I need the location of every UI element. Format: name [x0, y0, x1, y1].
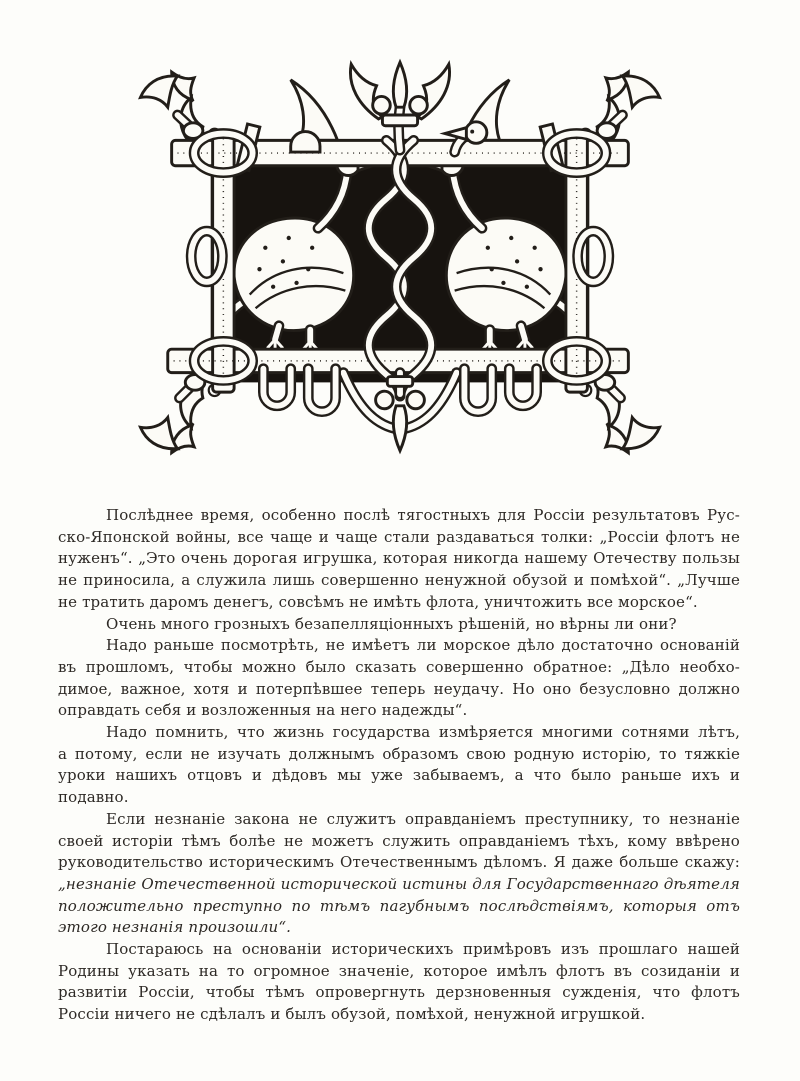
text-line: этого незнанія произошли“. — [58, 918, 292, 937]
text-line: а потому, если не изучать должнымъ образомъ свою родную исторію, то тяжкіе — [58, 744, 740, 763]
text-line: Надо помнить, что жизнь государства измѣряется многими сотнями лѣтъ, — [106, 723, 740, 742]
text-line: Родины указать на то огромное значеніе, которое имѣлъ флотъ въ созиданіи и — [58, 961, 740, 980]
text-line: оправдать себя и возложенныя на него надежды“. — [58, 701, 468, 720]
paragraph — [58, 614, 740, 636]
paragraph — [58, 809, 740, 939]
text-line: Надо раньше посмотрѣть, не имѣетъ ли морское дѣло достаточно основаній — [106, 636, 740, 655]
text-line: нуженъ“. „Это очень дорогая игрушка, которая никогда нашему Отечеству пользы — [58, 549, 740, 568]
text-line: уроки нашихъ отцовъ и дѣдовъ мы уже забываемъ, а что было раньше ихъ и — [58, 766, 740, 785]
text-line: димое, важное, хотя и потерпѣвшее теперь неудачу. Но оно безусловно должно — [58, 679, 740, 698]
text-block — [58, 505, 740, 1026]
text-line: Постараюсь на основаніи историческихъ примѣровъ изъ прошлаго нашей — [106, 940, 740, 959]
paragraph — [58, 505, 740, 614]
text-line: Очень много грозныхъ безапелляціонныхъ рѣшеній, но вѣрны ли они? — [106, 614, 677, 633]
top-sprout-icon — [350, 62, 449, 150]
text-line: Россіи ничего не сдѣлалъ и былъ обузой, помѣхой, ненужной игрушкой. — [58, 1005, 646, 1024]
text-line: не тратить даромъ денегъ, совсѣмъ не имѣть флота, уничтожить все морское“. — [58, 592, 698, 611]
text-line: развитіи Россіи, чтобы тѣмъ опровергнуть дерзновенныя сужденія, что флотъ — [58, 983, 740, 1002]
text-line: „незнаніе Отечественной исторической истины для Государственнаго дѣятеля — [58, 874, 740, 893]
paragraph — [58, 635, 740, 722]
text-line: Послѣднее время, особенно послѣ тягостныхъ для Россіи результатовъ Рус- — [106, 506, 740, 524]
text-line: Если незнаніе закона не служитъ оправданіемъ преступнику, то незнаніе — [106, 809, 740, 828]
text-line: своей исторіи тѣмъ болѣе не можетъ служить оправданіемъ тѣхъ, кому ввѣрено — [58, 831, 740, 850]
text-line: въ прошломъ, чтобы можно было сказать совершенно обратное: „Дѣло необхо- — [58, 657, 740, 676]
paragraph — [58, 939, 740, 1026]
text-line: не приносила, а служила лишь совершенно ненужной обузой и помѣхой“. „Лучше — [58, 571, 740, 590]
text-line: руководительство историческимъ Отечественнымъ дѣломъ. Я даже больше скажу: — [58, 853, 740, 872]
bottom-pendant-icon — [343, 373, 456, 451]
text-line: подавно. — [58, 788, 129, 807]
paragraph — [58, 722, 740, 809]
text-line: положительно преступно по тѣмъ пагубнымъ послѣдствіямъ, которыя отъ — [58, 896, 740, 915]
headpiece-ornament — [117, 56, 683, 457]
text-line: ско-Японской войны, все чаще и чаще стали раздаваться толки: „Россіи флотъ не — [58, 527, 740, 546]
